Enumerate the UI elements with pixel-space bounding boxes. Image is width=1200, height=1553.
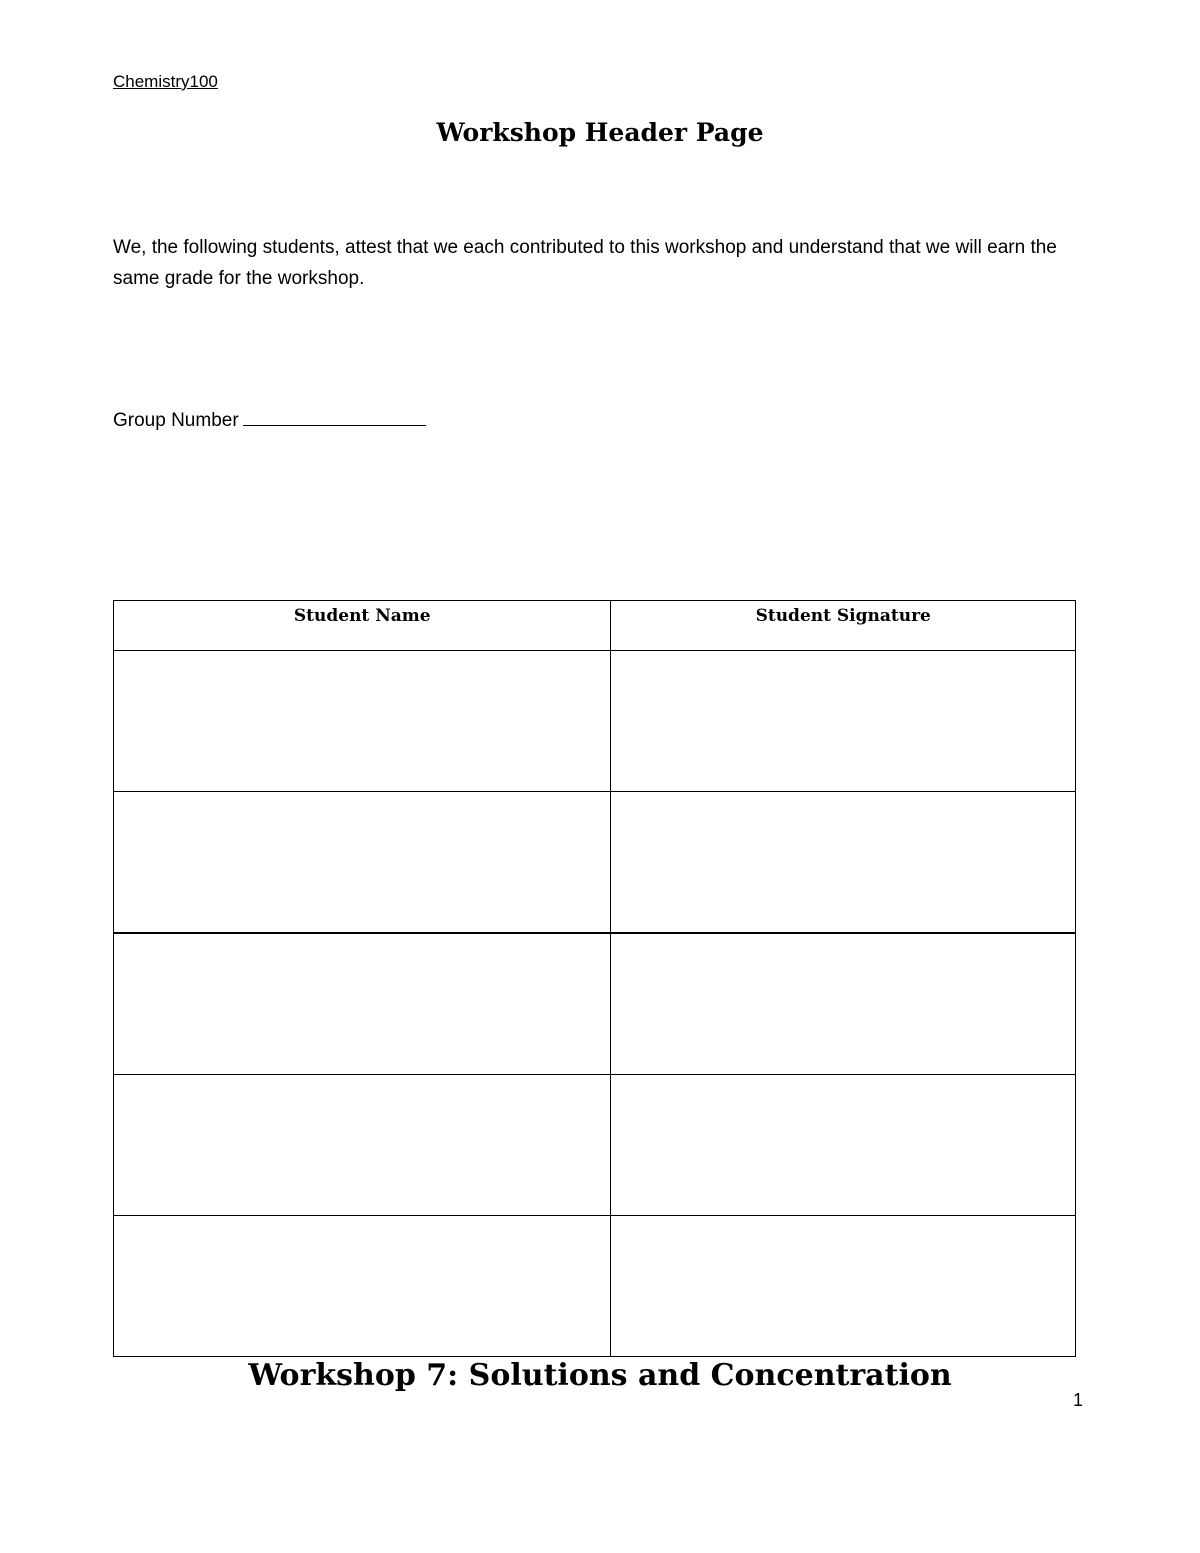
page-number: 1 — [1073, 1390, 1084, 1410]
table-header-row — [114, 601, 1076, 651]
column-header-student-name: Student Name — [114, 601, 611, 651]
column-header-student-signature: Student Signature — [611, 601, 1076, 651]
table-row — [114, 1075, 1076, 1216]
table-row — [114, 792, 1076, 934]
group-number-label: Group Number — [113, 410, 239, 431]
student-signature-cell[interactable] — [611, 1075, 1076, 1216]
page-title: Workshop Header Page — [436, 118, 764, 147]
student-signature-table — [113, 600, 1076, 1357]
student-name-cell[interactable] — [114, 792, 611, 934]
student-name-cell[interactable] — [114, 651, 611, 792]
student-signature-cell[interactable] — [611, 1216, 1076, 1357]
course-header: Chemistry100 — [113, 72, 218, 91]
student-name-cell[interactable] — [114, 933, 611, 1075]
student-name-cell[interactable] — [114, 1216, 611, 1357]
group-number-field[interactable] — [113, 407, 426, 432]
student-signature-cell[interactable] — [611, 792, 1076, 934]
table-row — [114, 651, 1076, 792]
group-number-blank[interactable] — [243, 407, 426, 426]
student-name-cell[interactable] — [114, 1075, 611, 1216]
table-row — [114, 1216, 1076, 1357]
student-signature-cell[interactable] — [611, 651, 1076, 792]
attestation-paragraph: We, the following students, attest that we each contributed to this workshop and understand that we will earn the same grade for the workshop. — [113, 237, 1057, 289]
table-row — [114, 933, 1076, 1075]
workshop-title: Workshop 7: Solutions and Concentration — [248, 1358, 952, 1393]
student-signature-cell[interactable] — [611, 933, 1076, 1075]
